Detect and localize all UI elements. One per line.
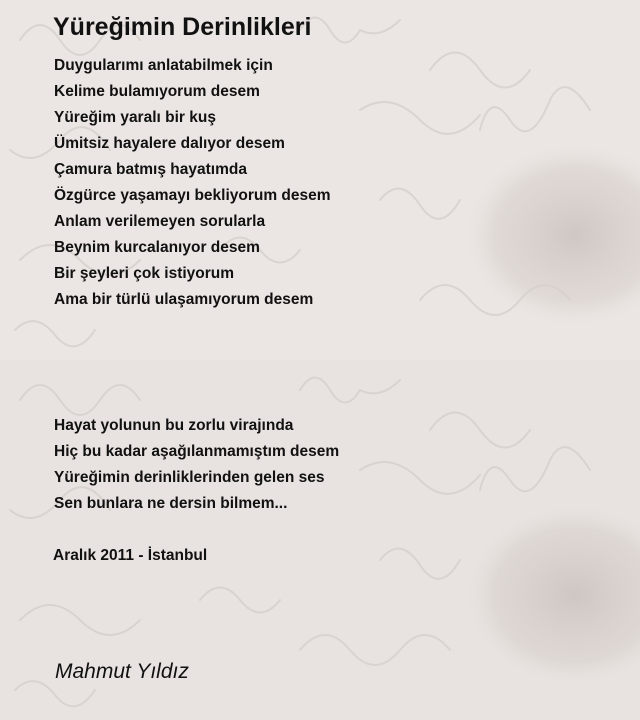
poem-line: Yüreğimin derinliklerinden gelen ses xyxy=(54,469,325,486)
poem-line: Hayat yolunun bu zorlu virajında xyxy=(54,417,294,434)
poem-author: Mahmut Yıldız xyxy=(55,660,189,683)
poem-line: Özgürce yaşamayı bekliyorum desem xyxy=(54,187,331,204)
stanza-2 xyxy=(54,413,339,517)
poem-line: Hiç bu kadar aşağılanmamıştım desem xyxy=(54,443,340,460)
stanza-1 xyxy=(54,53,331,313)
poem-line: Duygularımı anlatabilmek için xyxy=(54,57,273,74)
poem-date-place: Aralık 2011 - İstanbul xyxy=(53,547,208,564)
poem-line: Anlam verilemeyen sorularla xyxy=(54,213,266,230)
poem-line: Sen bunlara ne dersin bilmem... xyxy=(54,495,288,512)
poem-line: Ama bir türlü ulaşamıyorum desem xyxy=(54,291,314,308)
poem-line: Kelime bulamıyorum desem xyxy=(54,83,260,100)
poem-line: Yüreğim yaralı bir kuş xyxy=(54,109,216,126)
poem-line: Bir şeyleri çok istiyorum xyxy=(54,265,235,282)
poem-title: Yüreğimin Derinlikleri xyxy=(53,13,312,41)
poem-line: Beynim kurcalanıyor desem xyxy=(54,239,260,256)
poem-line: Çamura batmış hayatımda xyxy=(54,161,247,178)
poem-line: Ümitsiz hayalere dalıyor desem xyxy=(54,135,285,152)
